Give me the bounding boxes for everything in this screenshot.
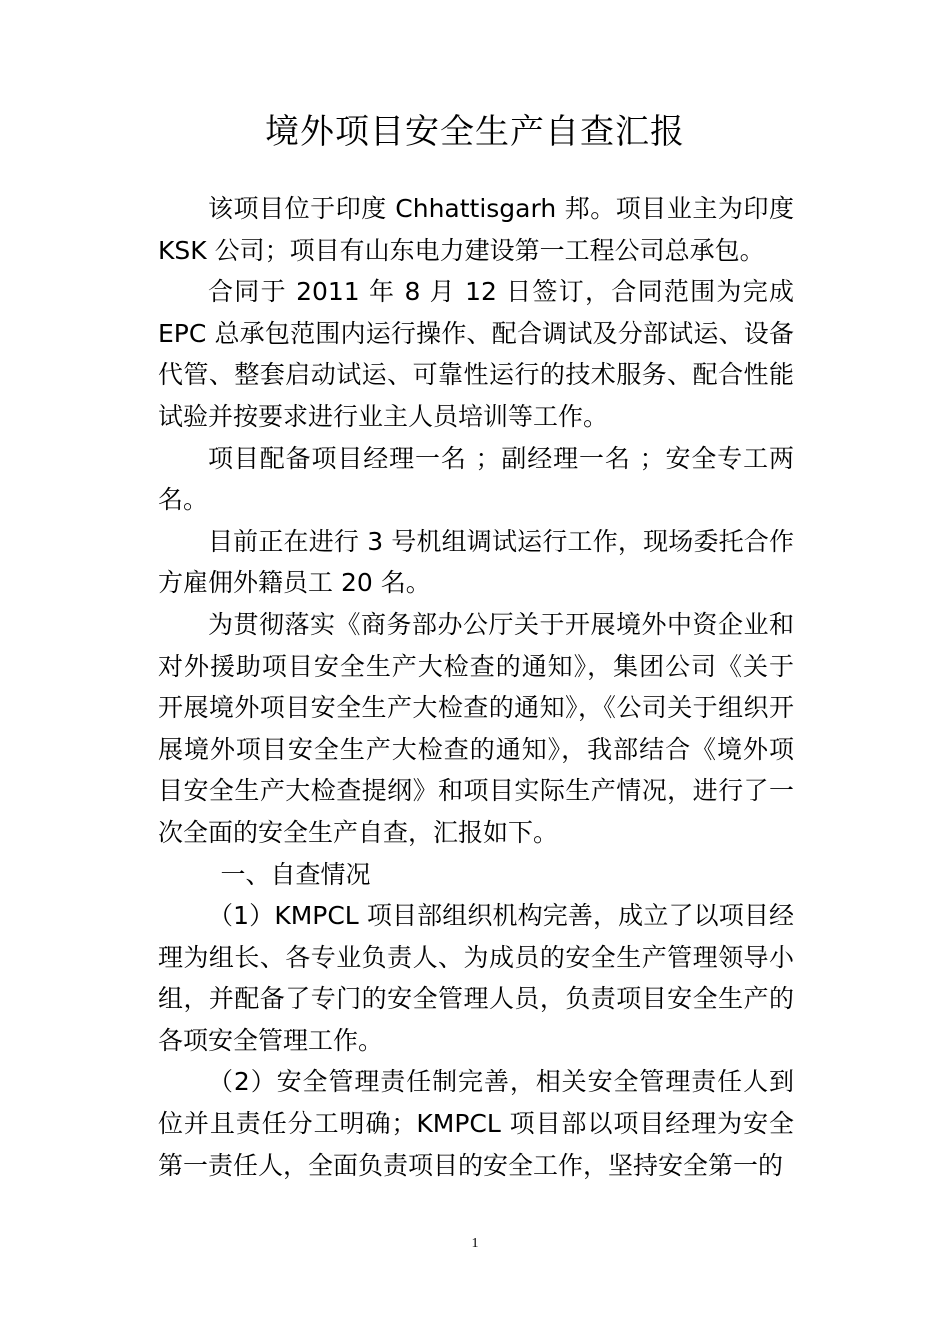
paragraph-inspection-purpose: 为贯彻落实《商务部办公厅关于开展境外中资企业和对外援助项目安全生产大检查的通知》，集团公司《关于开展境外项目安全生产大检查的通知》，《公司关于组织开展境外项目安全生产大检查的通知》，我部结合《境外项目安全生产大检查提纲》和项目实际生产情况，进行了一次全面的安全生产自查，汇报如下。 bbox=[158, 609, 794, 847]
paragraph-project-location: 该项目位于印度 Chhattisgarh 邦。项目业主为印度 KSK 公司；项目有山东电力建设第一工程公司总承包。 bbox=[158, 194, 794, 265]
paragraph-contract-scope: 合同于 2011 年 8 月 12 日签订，合同范围为完成 EPC 总承包范围内运行操作、配合调试及分部试运、设备代管、整套启动试运、可靠性运行的技术服务、配合性能试验并按要求进行业主人员培训等工作。 bbox=[158, 277, 794, 431]
document-title: 境外项目安全生产自查汇报 bbox=[265, 112, 685, 152]
page-number: 1 bbox=[471, 1236, 479, 1251]
item-organization: （1）KMPCL 项目部组织机构完善，成立了以项目经理为组长、各专业负责人、为成员的安全生产管理领导小组，并配备了专门的安全管理人员，负责项目安全生产的各项安全管理工作。 bbox=[158, 901, 794, 1055]
document-body bbox=[158, 188, 794, 1186]
section-heading-self-inspection: 一、自查情况 bbox=[220, 859, 371, 889]
paragraph-staffing: 项目配备项目经理一名 ；副经理一名 ；安全专工两名。 bbox=[158, 443, 794, 515]
item-responsibility: （2）安全管理责任制完善，相关安全管理责任人到位并且责任分工明确；KMPCL 项目部以项目经理为安全第一责任人，全面负责项目的安全工作，坚持安全第一的 bbox=[158, 1067, 794, 1180]
paragraph-current-work: 目前正在进行 3 号机组调试运行工作，现场委托合作方雇佣外籍员工 20 名。 bbox=[158, 526, 794, 598]
